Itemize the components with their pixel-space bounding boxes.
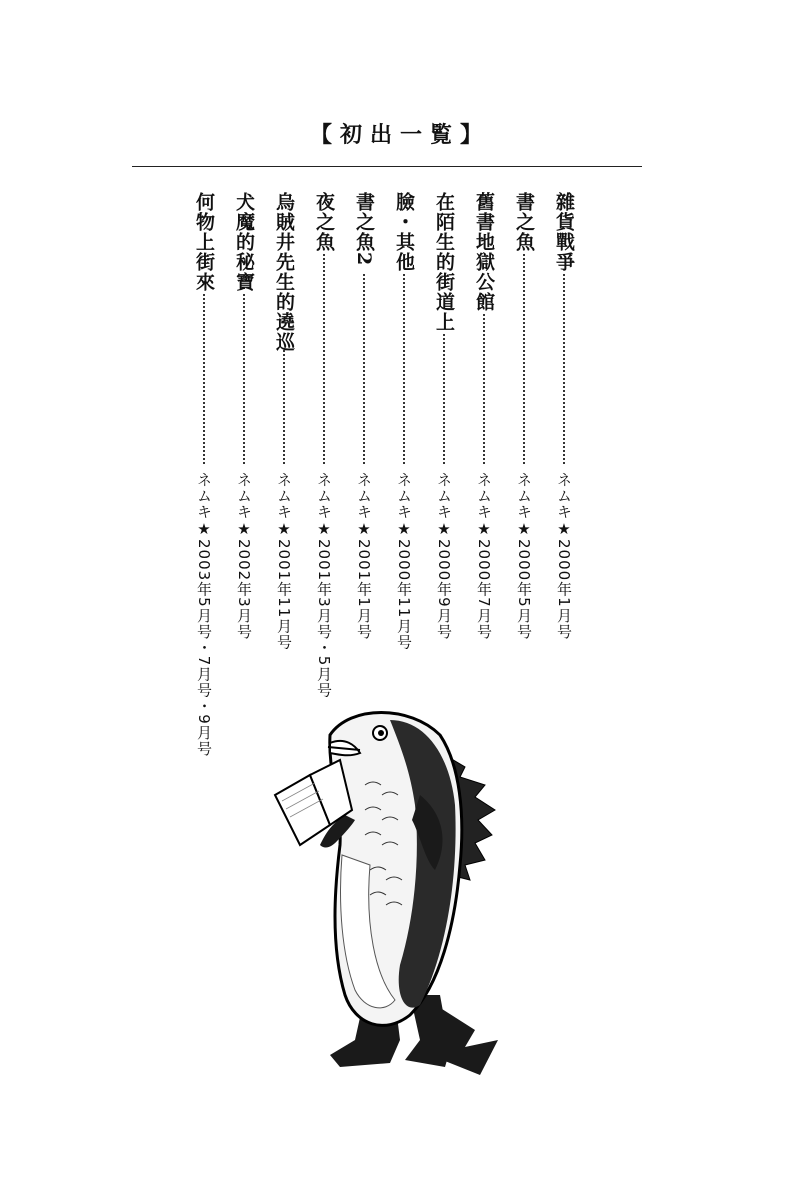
- entry-source: ネムキ★2003年5月号・7月号・9月号: [195, 472, 213, 757]
- list-item: [550, 192, 578, 792]
- leader-dots: [443, 334, 445, 464]
- entry-source: ネムキ★2000年7月号: [475, 472, 493, 640]
- entry-source: ネムキ★2001年11月号: [275, 472, 293, 651]
- entry-title: 何物上街來: [193, 192, 215, 292]
- entry-title: 夜之魚: [313, 192, 335, 252]
- list-item: [230, 192, 258, 792]
- leader-dots: [523, 254, 525, 464]
- leader-dots: [563, 274, 565, 464]
- leader-dots: [483, 314, 485, 464]
- leader-dots: [363, 274, 365, 464]
- entry-title: 書之魚: [513, 192, 535, 252]
- entry-title: 雜貨戰爭: [553, 192, 575, 272]
- leader-dots: [323, 254, 325, 464]
- entry-title: 在陌生的街道上: [433, 192, 455, 332]
- entry-source: ネムキ★2000年11月号: [395, 472, 413, 651]
- title-rule: [132, 166, 642, 167]
- entry-title: 書之魚2: [353, 192, 375, 267]
- leader-dots: [203, 294, 205, 464]
- entry-title: 犬魔的秘寶: [233, 192, 255, 292]
- fish-reading-book-icon: [270, 695, 510, 1095]
- page-title: 【初出一覧】: [309, 122, 490, 148]
- list-item: [190, 192, 218, 792]
- entry-title: 臉・其他: [393, 192, 415, 272]
- entry-source: ネムキ★2000年9月号: [435, 472, 453, 640]
- entry-title: 舊書地獄公館: [473, 192, 495, 312]
- entry-source: ネムキ★2001年3月号・5月号: [315, 472, 333, 699]
- entry-source: ネムキ★2000年1月号: [555, 472, 573, 640]
- leader-dots: [403, 274, 405, 464]
- list-item: [510, 192, 538, 792]
- entry-title: 烏賊井先生的遶巡: [273, 192, 295, 352]
- leader-dots: [243, 294, 245, 464]
- entry-source: ネムキ★2002年3月号: [235, 472, 253, 640]
- leader-dots: [283, 350, 285, 464]
- entry-source: ネムキ★2000年5月号: [515, 472, 533, 640]
- entry-source: ネムキ★2001年1月号: [355, 472, 373, 640]
